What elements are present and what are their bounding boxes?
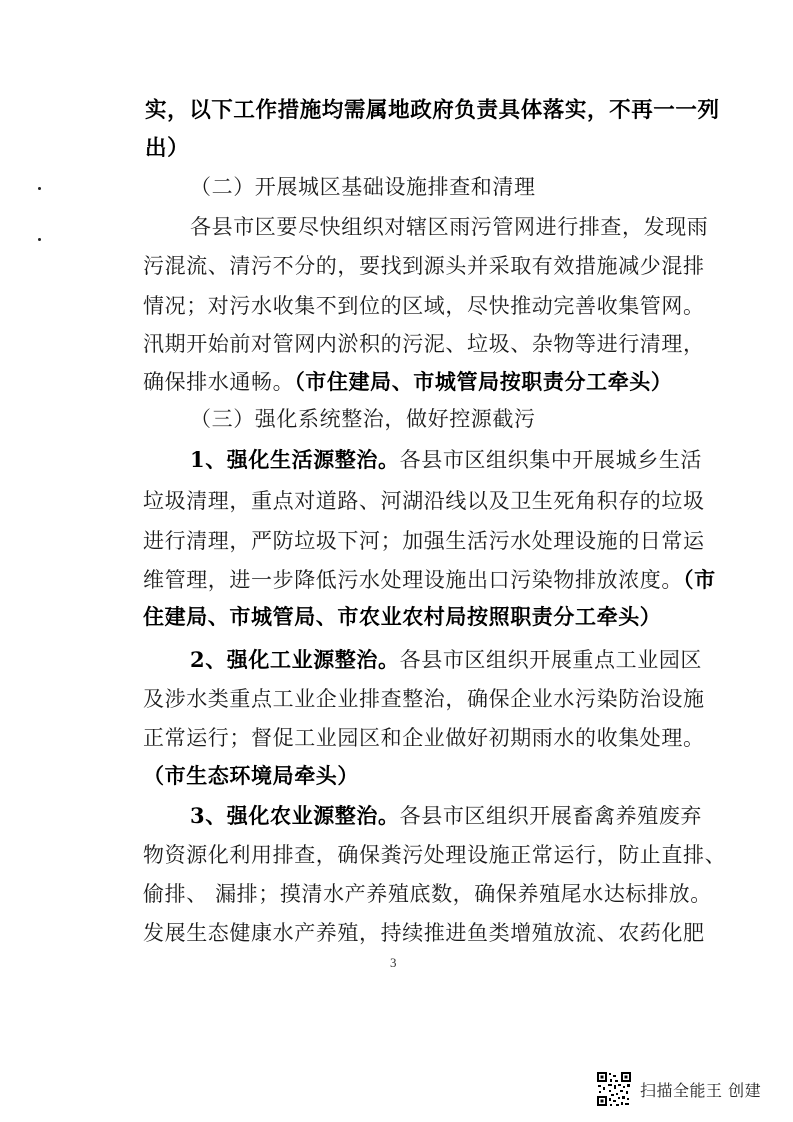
line-segment-bold: 3、强化农业源整治。 [190,803,400,828]
line-segment: 各县市区组织开展重点工业园区 [399,648,703,672]
text-line [190,646,702,674]
text-line [143,685,705,713]
scanner-watermark [596,1068,761,1110]
text-line [143,292,705,320]
line-segment-bold: （市住建局、市城管局按职责分工牵头） [294,369,673,394]
line-segment: 各县市区组织集中开展城乡生活 [399,448,703,472]
line-segment-bold: （市 [683,567,716,592]
line-segment-bold: 2、强化工业源整治。 [190,647,400,672]
text-line [143,487,705,515]
line-segment: 出） [145,136,190,161]
line-segment: （三）强化系统整治，做好控源截污 [190,407,536,431]
text-line [143,330,705,358]
text-line [143,724,705,752]
text-line [143,880,712,908]
line-segment: 汛期开始前对管网内淤积的污泥、垃圾、杂物等进行清理， [143,332,705,356]
line-segment: 发展生态健康水产养殖，持续推进鱼类增殖放流、农药化肥 [143,921,705,945]
text-line [190,802,702,830]
line-segment: 垃圾清理，重点对道路、河湖沿线以及卫生死角积存的垃圾 [143,489,705,513]
text-line [143,603,661,631]
line-segment: 正常运行；督促工业园区和企业做好初期雨水的收集处理。 [143,726,705,750]
line-segment: 情况；对污水收集不到位的区域，尽快推动完善收集管网。 [143,294,705,318]
qr-code-icon [596,1071,632,1107]
line-segment: （二）开展城区基础设施排查和清理 [190,175,536,199]
watermark-label: 扫描全能王 创建 [640,1080,762,1100]
text-line [145,134,189,163]
line-segment: 实，以下工作措施均需属地政府负责具体落实，不再一一列 [145,98,720,123]
text-line [143,762,359,790]
line-segment: 及涉水类重点工业企业排查整治，确保企业水污染防治设施 [143,687,705,711]
line-segment: 偷排、 漏排；摸清水产养殖底数，确保养殖尾水达标排放。 [143,882,712,906]
line-segment: 维管理，进一步降低污水处理设施出口污染物排放浓度。 [143,568,683,592]
text-line [143,527,705,555]
scan-speck [38,187,41,190]
text-line [190,213,708,241]
line-segment-bold: 1、强化生活源整治。 [190,447,400,472]
section-heading [190,405,536,433]
text-line [143,841,726,869]
text-line [143,919,705,947]
text-line [143,252,705,280]
text-line [145,96,720,125]
line-segment: 进行清理，严防垃圾下河；加强生活污水处理设施的日常运 [143,529,705,553]
line-segment: 各县市区要尽快组织对辖区雨污管网进行排查，发现雨 [190,215,709,239]
text-line [143,566,716,594]
line-segment: 各县市区组织开展畜禽养殖废弃 [399,804,703,828]
line-segment-bold: （市生态环境局牵头） [143,763,359,788]
text-line [190,446,702,474]
section-heading [190,173,536,201]
line-segment: 污混流、清污不分的，要找到源头并采取有效措施减少混排 [143,254,705,278]
page-number: 3 [390,955,397,970]
scan-speck [38,238,41,241]
line-segment: 物资源化利用排查，确保粪污处理设施正常运行，防止直排、 [143,843,727,867]
line-segment-bold: 住建局、市城管局、市农业农村局按照职责分工牵头） [143,604,662,629]
text-line [143,368,673,396]
line-segment: 确保排水通畅。 [143,370,295,394]
